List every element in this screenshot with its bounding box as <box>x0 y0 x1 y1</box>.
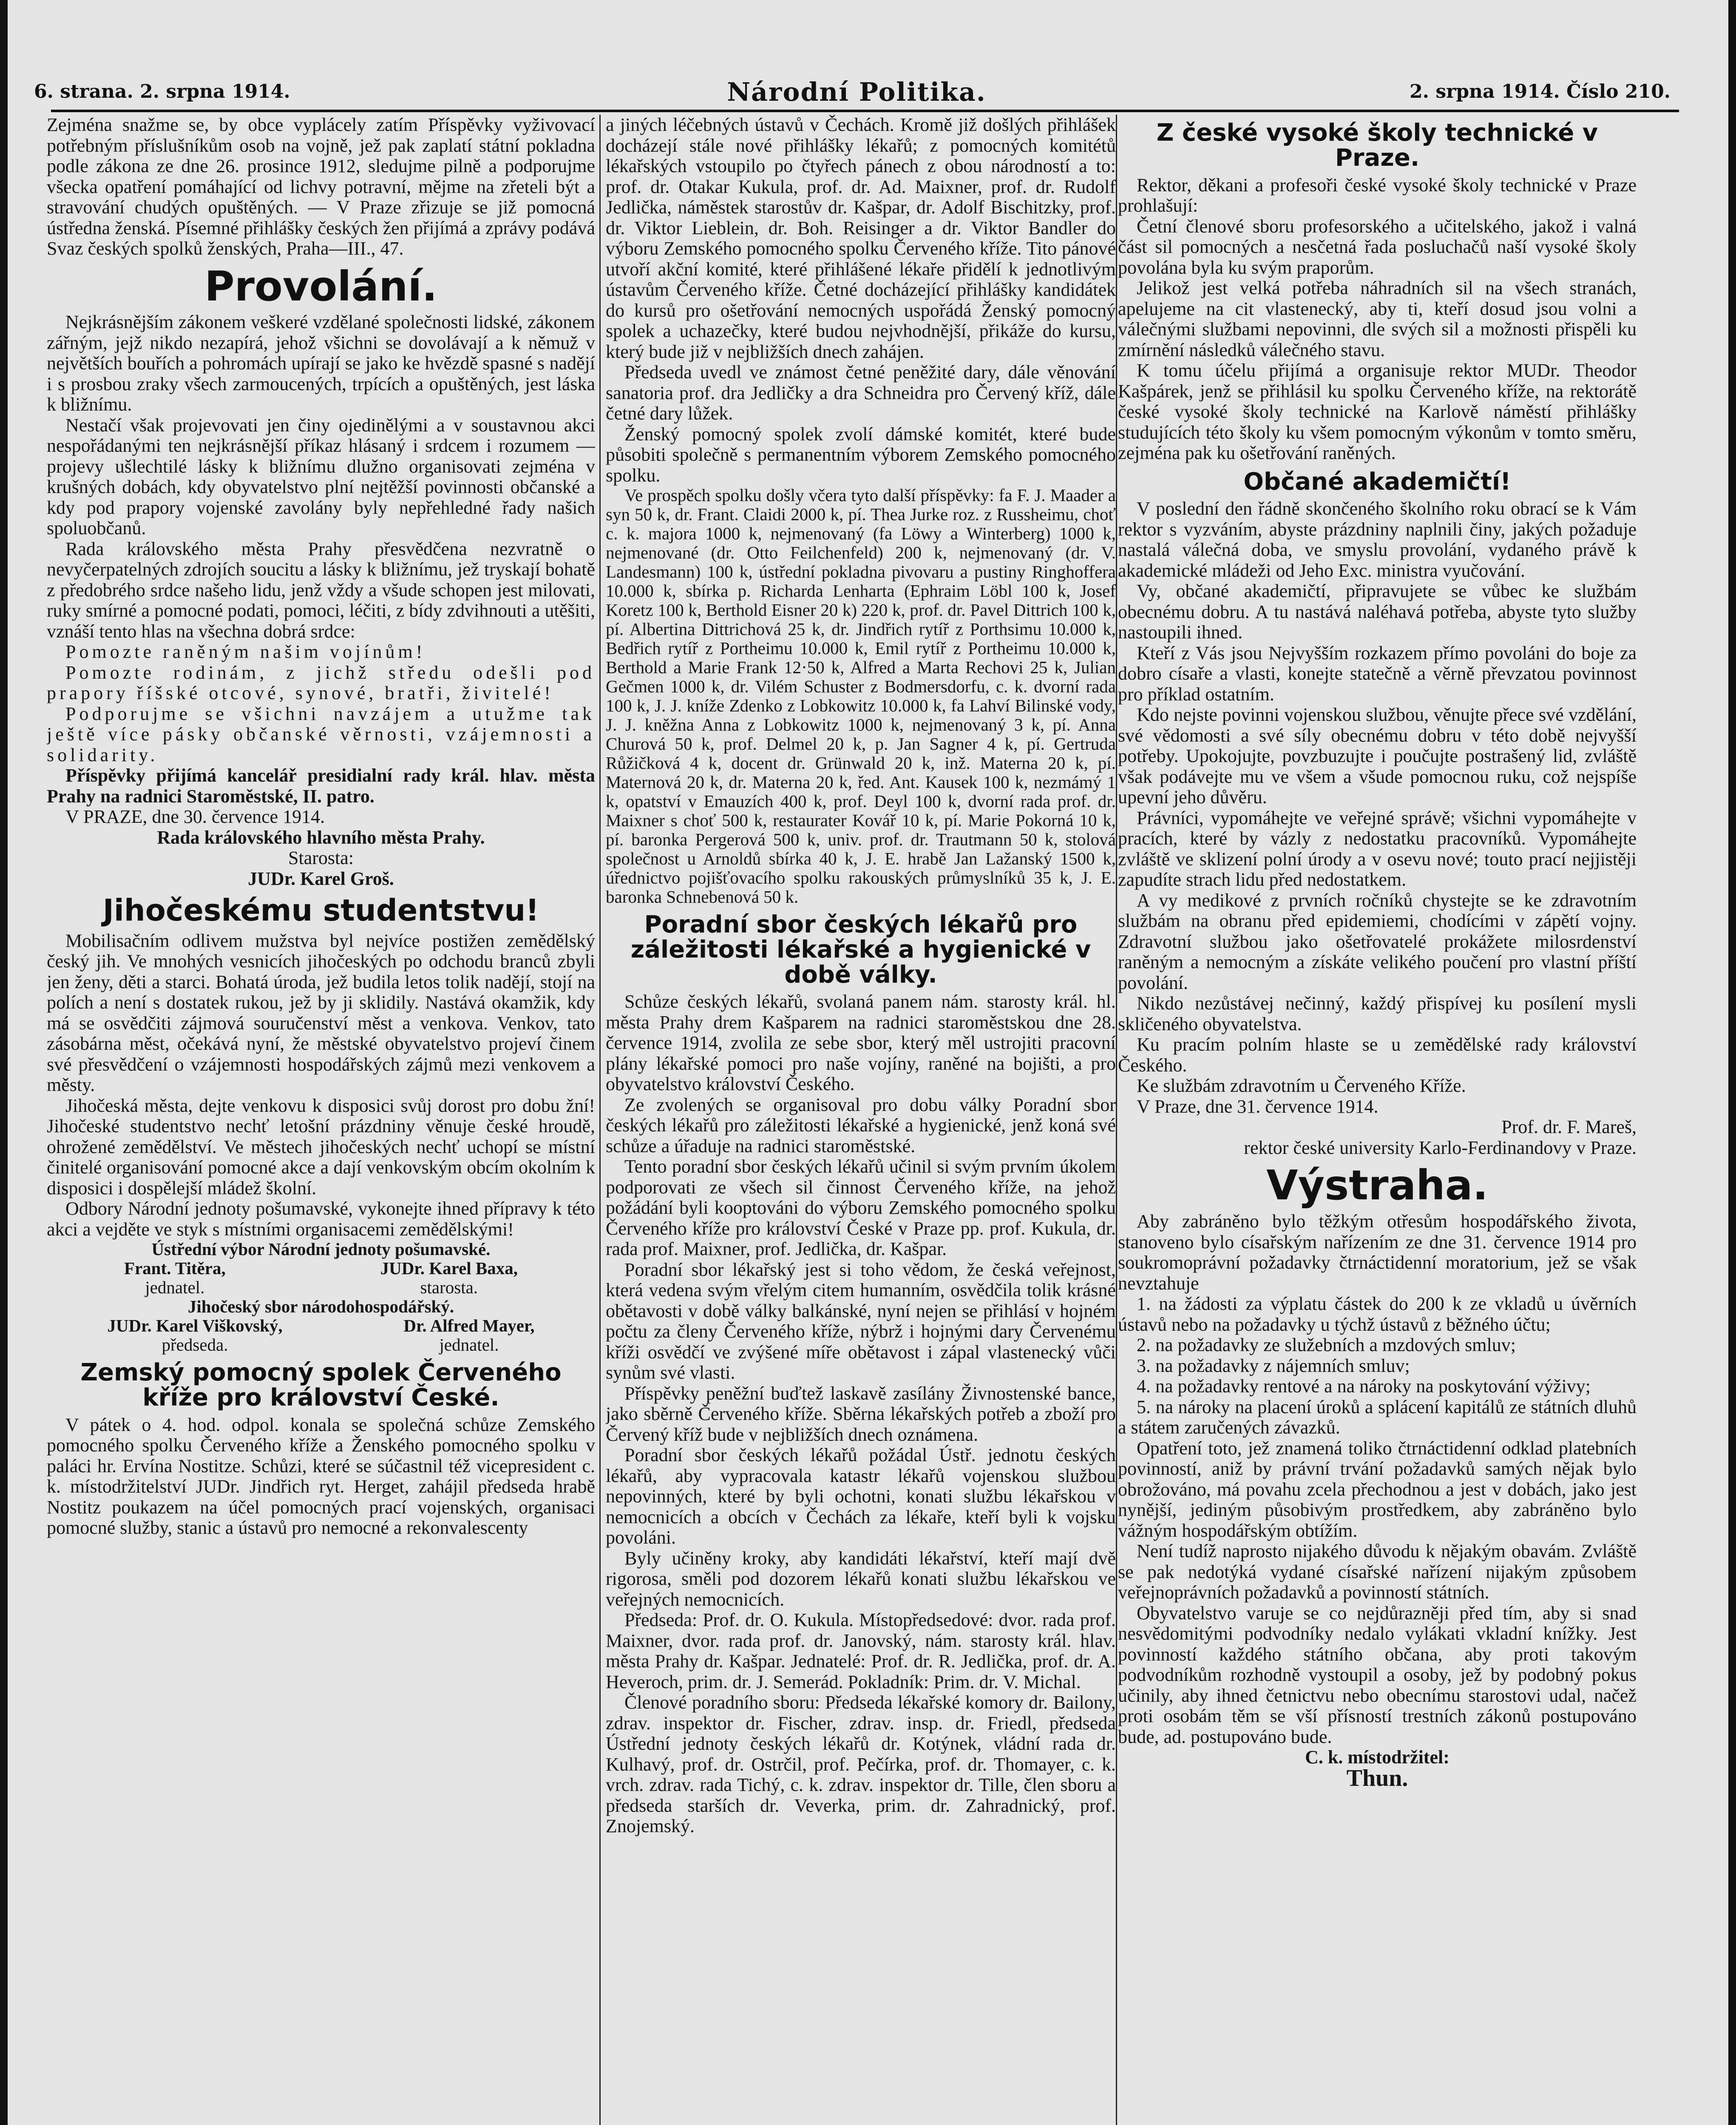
akademicti-paragraph: Ke službám zdravotním u Červeného Kříže. <box>1137 1075 1466 1096</box>
governor-title: C. k. místodržitel: <box>1305 1747 1450 1768</box>
vystraha-paragraph: Opatření toto, jež znamená toliko čtrnáctidenní odklad platebních povinností, aniž by právní trvání požadavků samých nějak bylo obrožováno, má povahu zcela přechodnou a jest v dobách, jako jest nynější, jediným působivým prostředkem, aby zabráněno bylo vážným hospodářským obtížím. <box>1118 1437 1637 1541</box>
poradni-paragraph: Byly učiněny kroky, aby kandidáti lékařství, kteří mají dvě rigorosa, směli pod dozorem lékařů konati službu lékařskou ve veřejných nemocnicích. <box>606 1547 1116 1610</box>
akademicti-paragraph: Nikdo nezůstávej nečinný, každý přispívej ku posílení mysli skličeného obyvatelstva. <box>1118 993 1637 1034</box>
jihocesky-paragraph: Mobilisačním odlivem mužstva byl nejvíce postižen zemědělský český jih. Ve mnohých vesnicích jihočeských po odchodu branců zbyli jen ženy, děti a starci. Bohatá úroda, jež budila letos tolik nadějí, stojí na polích a není s dostatek rukou, jež by ji sklidily. Nastává okamžik, kdy má se osvědčiti zájmová souručenství měst a venkova. Venkov, tato zásobárna měst, očekává nyní, že městské obyvatelstvo projeví činem své přesvědčení o vzájemnosti hospodářských zájmů mezi venkovem a městy. <box>47 930 595 1096</box>
vystraha-item: 4. na požadavky rentové a na nároky na poskytování výživy; <box>1137 1376 1591 1397</box>
header-rule <box>51 110 1679 112</box>
article-paragraph: Předseda uvedl ve známost četné peněžité dary, dále věnování sanatoria prof. dra Jedličky a dra Schneidra pro Červený kříž, dále četné dary lůžek. <box>606 362 1116 424</box>
poradni-paragraph: Poradní sbor lékařský jest si toho vědom, že česká veřejnost, která vedena svým vřelým citem humanním, osvědčila tolik krásné obětavosti v době války balkánské, nyní nejen se přihlásí v hojném počtu za členy Červeného kříže, nýbrž i hojnými dary Červenému kříži osvědčí ve zvýšené míře obětavost i zápal vlastenecký vůči synům své vlasti. <box>606 1259 1116 1383</box>
technika-paragraph: Četní členové sboru profesorského a učitelského, jakož i valná část sil pomocných a nesčetná řada posluchačů naší vysoké školy povolána byla ku svým praporům. <box>1118 215 1637 278</box>
vystraha-item: 1. na žádosti za výplatu částek do 200 k ze vkladů u úvěrních ústavů nebo na požadavky u týchž ústavů z běžného účtu; <box>1118 1293 1637 1335</box>
technika-paragraph: Jelikož jest velká potřeba náhradních sil na všech stranách, apelujeme na cit vlastenecký, aby ti, kteří dosud jsou volni a válečnými službami nepovinni, dle svých sil a možnosti přispěli ku zmírnění následků válečného stavu. <box>1118 278 1637 360</box>
jihocesky-paragraph: Jihočeská města, dejte venkovu k disposici svůj dorost pro dobu žní! Jihočeské studentstvo nechť letošní prázdniny věnuje české hroudě, ohrožené zemědělství. Ve městech jihočeských nechť uchopí se místní činitelé organisování pomocné akce a dají venkovským obcím okolním k disposici i dospělejší mládež školní. <box>47 1095 595 1198</box>
poradni-paragraph: Poradní sbor českých lékařů požádal Ústř. jednotu českých lékařů, aby vypracovala katastr lékařů vojenskou službou nepovinných, které by byli ochotni, konati službu lékařskou v nemocnicích a obcích v Čechách za lékaře, kteří byli k vojsku povoláni. <box>606 1445 1116 1548</box>
continued-paragraph: a jiných léčebných ústavů v Čechách. Kromě již došlých přihlášek docházejí stále nové přihlášky lékařů; z pomocných komitétů lékařských vstoupilo po čtyřech pánech z obou národností a to: prof. dr. Otakar Kukula, prof. dr. Ad. Maixner, prof. dr. Rudolf Jedlička, náměstek starostův dr. Kašpar, dr. Adolf Bischitzky, prof. dr. Viktor Lieblein, dr. Boh. Reisinger a dr. Viktor Bandler do výboru Zemského pomocného spolku Červeného kříže. Tito pánové utvoří akční komité, které přihlášené lékaře přidělí k jednotlivým ústavům Červeného kříže. Četné docházející přihlášky kandidátek do kursů pro ošetřování nemocných uspořádá Ženský pomocný spolek a uchazečky, které budou nejvhodnější, přikáže do kursu, který bude již v nejbližších dnech zahájen. <box>606 115 1116 362</box>
poradni-paragraph: Příspěvky peněžní buďtež laskavě zasílány Živnostenské bance, jako sběrně Červeného kříže. Sběrna lékařských potřeb a zboží pro Červený kříž bude v nejbližších dnech oznámena. <box>606 1383 1116 1445</box>
rector-role: rektor české university Karlo-Ferdinandovy v Praze. <box>1244 1137 1637 1158</box>
akademicti-paragraph: V poslední den řádně skončeného školního roku obrací se k Vám rektor s vyzváním, abyste prázdniny naplnili činy, jakých požaduje nastalá válečná doba, ve smyslu provolání, vydaného právě k akademické mládeži od Jeho Exc. ministra vyučování. <box>1118 498 1637 581</box>
vystraha-paragraph: Aby zabráněno bylo těžkým otřesům hospodářského života, stanoveno bylo císařským nařízením ze dne 31. července 1914 pro soukromoprávní požadavky čtrnáctidenní moratorium, jež se však nevztahuje <box>1118 1211 1637 1294</box>
vystraha-item: 5. na nároky na placení úroků a splácení kapitálů ze státních dluhů a státem zaručených závazků. <box>1118 1396 1637 1438</box>
signature-row <box>47 1316 595 1354</box>
jihocesky-paragraph: Odbory Národní jednoty pošumavské, vykonejte ihned přípravy k této akci a vejděte ve styk s místními organisacemi zemědělskými! <box>47 1198 595 1240</box>
vystraha-heading: Výstraha. <box>1266 1162 1488 1210</box>
akademicti-heading: Občané akademičtí! <box>1243 468 1511 496</box>
poradni-paragraph: Členové poradního sboru: Předseda lékařské komory dr. Bailony, zdrav. inspektor dr. Fischer, zdrav. insp. dr. Friedl, předseda Ústřední jednoty českých lékařů dr. Kotýnek, vládní rada dr. Kulhavý, prof. dr. Ostrčil, prof. Pečírka, prof. dr. Thomayer, c. k. vrch. zdrav. rada Tichý, c. k. zdrav. inspektor dr. Tille, člen sboru a předseda starších dr. Veverka, prim. dr. Zahradnický, prof. Znojemský. <box>606 1692 1116 1837</box>
technika-paragraph: Rektor, děkani a profesoři české vysoké školy technické v Praze prohlašují: <box>1118 174 1637 216</box>
signature: Dr. Alfred Mayer, jednatel. <box>403 1316 535 1355</box>
column-1 <box>47 115 595 2125</box>
provolani-paragraph: Nestačí však projevovati jen činy ojedinělými a v soustavnou akci nespořádanými ten nejkrásnější příkaz hlásaný i srdcem i rozumem — projevy ušlechtilé lásky k bližnímu dlužno organisovati zejména v krušných dobách, kdy obyvatelstvo plní nejtěžší povinnosti občanské a kdy pod prapory vojenské zavolány byly nepřehledné řady našich spoluobčanů. <box>47 414 595 539</box>
zemsky-paragraph: V pátek o 4. hod. odpol. konala se společná schůze Zemského pomocného spolku Červeného kříže a Ženského pomocného spolku v paláci hr. Ervína Nostitze. Schůzi, které se súčastnil též vicepresident c. k. místodržitelství JUDr. Jindřich ryt. Herget, zahájil předseda hrabě Nostitz poukazem na účel pomocných prací vojenských, organisaci pomocné služby, stanic a ústavů pro nemocné a rekonvalescenty <box>47 1414 595 1538</box>
signature: JUDr. Karel Baxa, starosta. <box>380 1258 518 1298</box>
poradni-paragraph: Ze zvolených se organisoval pro dobu války Poradní sbor českých lékařů pro záležitosti lékařské a hygienické, jenž koná své schůze a úřaduje na radnici staroměstské. <box>606 1094 1116 1156</box>
signature: Frant. Titěra, jednatel. <box>124 1258 226 1298</box>
committee-name: Jihočeský sbor národohospodářský. <box>187 1297 454 1317</box>
signature-row <box>47 1259 595 1297</box>
signature: JUDr. Karel Viškovský, předseda. <box>107 1316 283 1355</box>
committee-name: Ústřední výbor Národní jednoty pošumavské. <box>151 1239 491 1259</box>
mayor-name: JUDr. Karel Groš. <box>248 868 394 889</box>
poradni-paragraph: Tento poradní sbor českých lékařů učinil si svým prvním úkolem podporovati ze všech sil činnost Červeného kříže, na jehož požádání byli kooptováni do výboru Zemského pomocného spolku Červeného kříže pro království České v Praze pp. prof. Kukula, dr. rada prof. Maixner, prof. Jedlička, dr. Kašpar. <box>606 1156 1116 1260</box>
intro-paragraph: Zejména snažme se, by obce vyplácely zatím Příspěvky vyživovací potřebným příslušníkům osob na vojně, jež pak zaplatí státní pokladna podle zákona ze dne 26. prosince 1912, sledujme pilně a podporujme všecka opatření pomáhající od lichvy potravní, mějme na zřeteli být a stravování chudých opuštěných. — V Praze zřizuje se již pomocná ústředna ženská. Písemné přihlášky českých žen přijímá a zprávy podává Svaz českých spolků ženských, Praha—III., 47. <box>47 115 595 259</box>
vystraha-item: 2. na požadavky ze služebních a mzdových smluv; <box>1137 1334 1516 1356</box>
dateline: V Praze, dne 31. července 1914. <box>1137 1096 1379 1117</box>
technika-paragraph: K tomu účelu přijímá a organisuje rektor MUDr. Theodor Kašpárek, jenž se přihlásil ku spolku Červeného kříže, na rektorátě české vysoké školy technické na Karlově náměstí přihlášky studujících této školy ku všem pomocným výkonům v tomto směru, zejména pak ku ošetřování raněných. <box>1118 360 1637 464</box>
slogan: Pomozte raněným našim vojínům! <box>65 641 426 663</box>
vystraha-paragraph: Obyvatelstvo varuje se co nejdůrazněji před tím, aby si snad nesvědomitými podvodníky nedalo vylákati vkladní knížky. Jest povinností každého státního občana, aby proti takovým podvodníkům rozhodně vystoupil a osoby, jež by podobný pokus učinily, aby ihned četnictvu nebo obecnímu starostovi udal, načež proti osobám těm se vší přísností trestních zákonů postupováno bude, ad. postupováno bude. <box>1118 1602 1637 1747</box>
page-header <box>30 72 1683 108</box>
column-3 <box>1118 115 1637 2125</box>
provolani-paragraph: Rada královského města Prahy přesvědčena nezvratně o nevyčerpatelných zdrojích soucitu a lásky k bližnímu, jež tryskají bohatě z předobrého srdce našeho lidu, jenž vždy a všude schopen jest milovati, ruky smírné a pomocné podati, pomoci, léčiti, z bídy zdvihnouti a utěšiti, vznáší tento hlas na všechna dobrá srdce: <box>47 538 595 642</box>
dateline: V PRAZE, dne 30. července 1914. <box>65 806 325 827</box>
scan-edge-right <box>1728 0 1736 2125</box>
mayor-label: Starosta: <box>288 847 354 869</box>
article-paragraph: Ženský pomocný spolek zvolí dámské komitét, které bude působiti společně s permanentním výborem Zemského pomocného spolku. <box>606 423 1116 486</box>
provolani-heading: Provolání. <box>204 262 437 310</box>
rector-name: Prof. dr. F. Mareš, <box>1501 1116 1637 1138</box>
zemsky-heading: Zemský pomocný spolek Červeného kříže pro království České. <box>80 1359 562 1412</box>
poradni-paragraph: Schůze českých lékařů, svolaná panem nám. starosty král. hl. města Prahy drem Kašparem na radnici staroměstskou dne 28. července 1914, zvolila ze sebe sbor, který měl ustrojiti pracovní plány lékařské pomoci pro naše vojíny, raněné na bojišti, a pro obyvatelstvo království Českého. <box>606 991 1116 1095</box>
akademicti-paragraph: Kteří z Vás jsou Nejvyšším rozkazem přímo povoláni do boje za dobro císaře a vlasti, konejte statečně a věrně převzatou povinnost pro příklad ostatním. <box>1118 642 1637 705</box>
column-separator <box>1116 115 1117 2125</box>
appeal-paragraph: Podporujme se všichni navzájem a utužme tak ještě více pásky občanské věrnosti, vzájemnosti a solidarity. <box>47 703 595 765</box>
technika-heading: Z české vysoké školy technické v Praze. <box>1156 119 1598 172</box>
newspaper-title: Národní Politika. <box>727 77 986 107</box>
header-issue-number: 2. srpna 1914. Číslo 210. <box>1410 81 1671 102</box>
vystraha-item: 3. na požadavky z nájemních smluv; <box>1137 1355 1410 1376</box>
akademicti-paragraph: A vy medikové z prvních ročníků chystejte se ke zdravotním službám na obranu před epidemiemi, chodícími v zápětí vojny. Zdravotní službou jako ošetřovatelé prokážete milosrdenství raněným a nemocným a získáte velikého poučení pro vlastní příští povolání. <box>1118 890 1637 993</box>
header-page-date: 6. strana. 2. srpna 1914. <box>34 81 290 102</box>
jihocesky-heading: Jihočeskému studentstvu! <box>102 893 539 928</box>
poradni-heading: Poradní sbor českých lékařů pro záležitosti lékařské a hygienické v době války. <box>630 911 1091 989</box>
provolani-paragraph: Nejkrásnějším zákonem veškeré vzdělané společnosti lidské, zákonem zářným, jejž nikdo nezapírá, jehož všichni se dovolávají a k němuž v největších bouřích a pohromách upírají se jako ke hvězdě spasné s nadějí i s prosbou zraky všech zarmoucených, trpících a opuštěných, jest láska k bližnímu. <box>47 312 595 415</box>
poradni-paragraph: Předseda: Prof. dr. O. Kukula. Místopředsedové: dvor. rada prof. Maixner, dvor. rada prof. dr. Janovský, nám. starosty král. hlav. města Prahy dr. Kašpar. Jednatelé: Prof. dr. R. Jedlička, prof. dr. A. Heveroch, prim. dr. J. Semerád. Pokladník: Prim. dr. V. Michal. <box>606 1609 1116 1692</box>
akademicti-paragraph: Právníci, vypomáhejte ve veřejné správě; všichni vypomáhejte v pracích, které by vázly z nedostatku pracovníků. Vypomáhejte zvláště ve sklizení polní úrody a v osevu nové; touto prací nejjistěji zapudíte strach lidu před nedostatkem. <box>1118 807 1637 890</box>
governor-name: Thun. <box>1346 1765 1408 1791</box>
akademicti-paragraph: Vy, občané akademičtí, připravujete se vůbec ke službám obecnému dobru. A tu nastává naléhavá potřeba, abyste tyto služby nastoupili ihned. <box>1118 581 1637 643</box>
council-signature: Rada královského hlavního města Prahy. <box>157 827 485 848</box>
column-separator <box>599 115 601 2125</box>
akademicti-paragraph: Kdo nejste povinni vojenskou službou, věnujte přece své vzdělání, své vědomosti a své síly obecnému dobru v této době nejvyšší potřeby. Upokojujte, povzbuzujte i poučujte postrašený lid, zvláště však podávejte mu ve všem a všude pomocnou ruku, což nejspíše upevní jeho důvěru. <box>1118 704 1637 808</box>
contributions-note: Příspěvky přijímá kancelář presidialní rady král. hlav. města Prahy na radnici Staroměstské, II. patro. <box>47 765 595 807</box>
column-2 <box>606 115 1116 2125</box>
akademicti-paragraph: Ku pracím polním hlaste se u zemědělské rady království Českého. <box>1118 1034 1637 1076</box>
vystraha-paragraph: Není tudíž naprosto nijakého důvodu k nějakým obavám. Zvláště se pak nedotýká vydané císařské nařízení nijakým způsobem veřejnoprávních požadavků a povinností státních. <box>1118 1541 1637 1603</box>
scan-edge-left <box>0 0 8 2125</box>
slogan: Pomozte rodinám, z jichž středu odešli pod prapory říšské otcové, synové, bratři, živitelé! <box>47 662 595 704</box>
donations-list: Ve prospěch spolku došly včera tyto další příspěvky: fa F. J. Maader a syn 50 k, dr. Frant. Claidi 2000 k, pí. Thea Jurke roz. z Russheimu, choť c. k. majora 1000 k, nejmenovaný (fa Löwy a Winterberg) 1000 k, nejmenované (dr. Otto Feilchenfeld) 200 k, nejmenovaný (dr. V. Landesmann) 100 k, ústřední pokladna pivovaru a pustiny Ringhoffera 10.000 k, sbírka p. Richarda Lenharta (Ephraim Löbl 100 k, Josef Koretz 100 k, Berthold Eisner 20 k) 220 k, prof. dr. Pavel Dittrich 100 k, pí. Albertina Dittrichová 25 k, dr. Jindřich rytíř z Porthsimu 10.000 k, Bedřich rytíř z Portheimu 10.000 k, Emil rytíř z Portheimu 10.000 k, Berthold a Marie Frank 12·50 k, Alfred a Marta Rechovi 25 k, Julian Gečmen 1000 k, dr. Vilém Schuster z Bodmersdorfu, c. k. dvorní rada 100 k, J. J. kníže Zdenko z Lobkowitz 10.000 k, fa Lahví Bilinské vody, J. J. kněžna Anna z Lobkowitz 1000 k, nejmenovaný 3 k, pí. Anna Churová 50 k, prof. Delmel 20 k, p. Jan Sagner 4 k, pí. Gertruda Růžičková 4 k, docent dr. Grünwald 20 k, inž. Materna 20 k, pí. Maternová 20 k, dr. Materna 20 k, řed. Ant. Kausek 100 k, nezmámý 1 k, opatství v Emauzích 400 k, prof. Deyl 100 k, dvorní rada prof. dr. Maixner s choť 500 k, restaurater Kovář 10 k, pí. Marie Pokorná 10 k, pí. baronka Pergerová 500 k, univ. prof. dr. Trautmann 50 k, stolová společnost u Arnoldů sbírka 40 k, J. E. hrabě Jan Lažanský 1500 k, úřednictvo pojišťovacího spolku rakouských průmyslníků 35 k, J. E. baronka Schnebenová 50 k. <box>606 485 1116 907</box>
